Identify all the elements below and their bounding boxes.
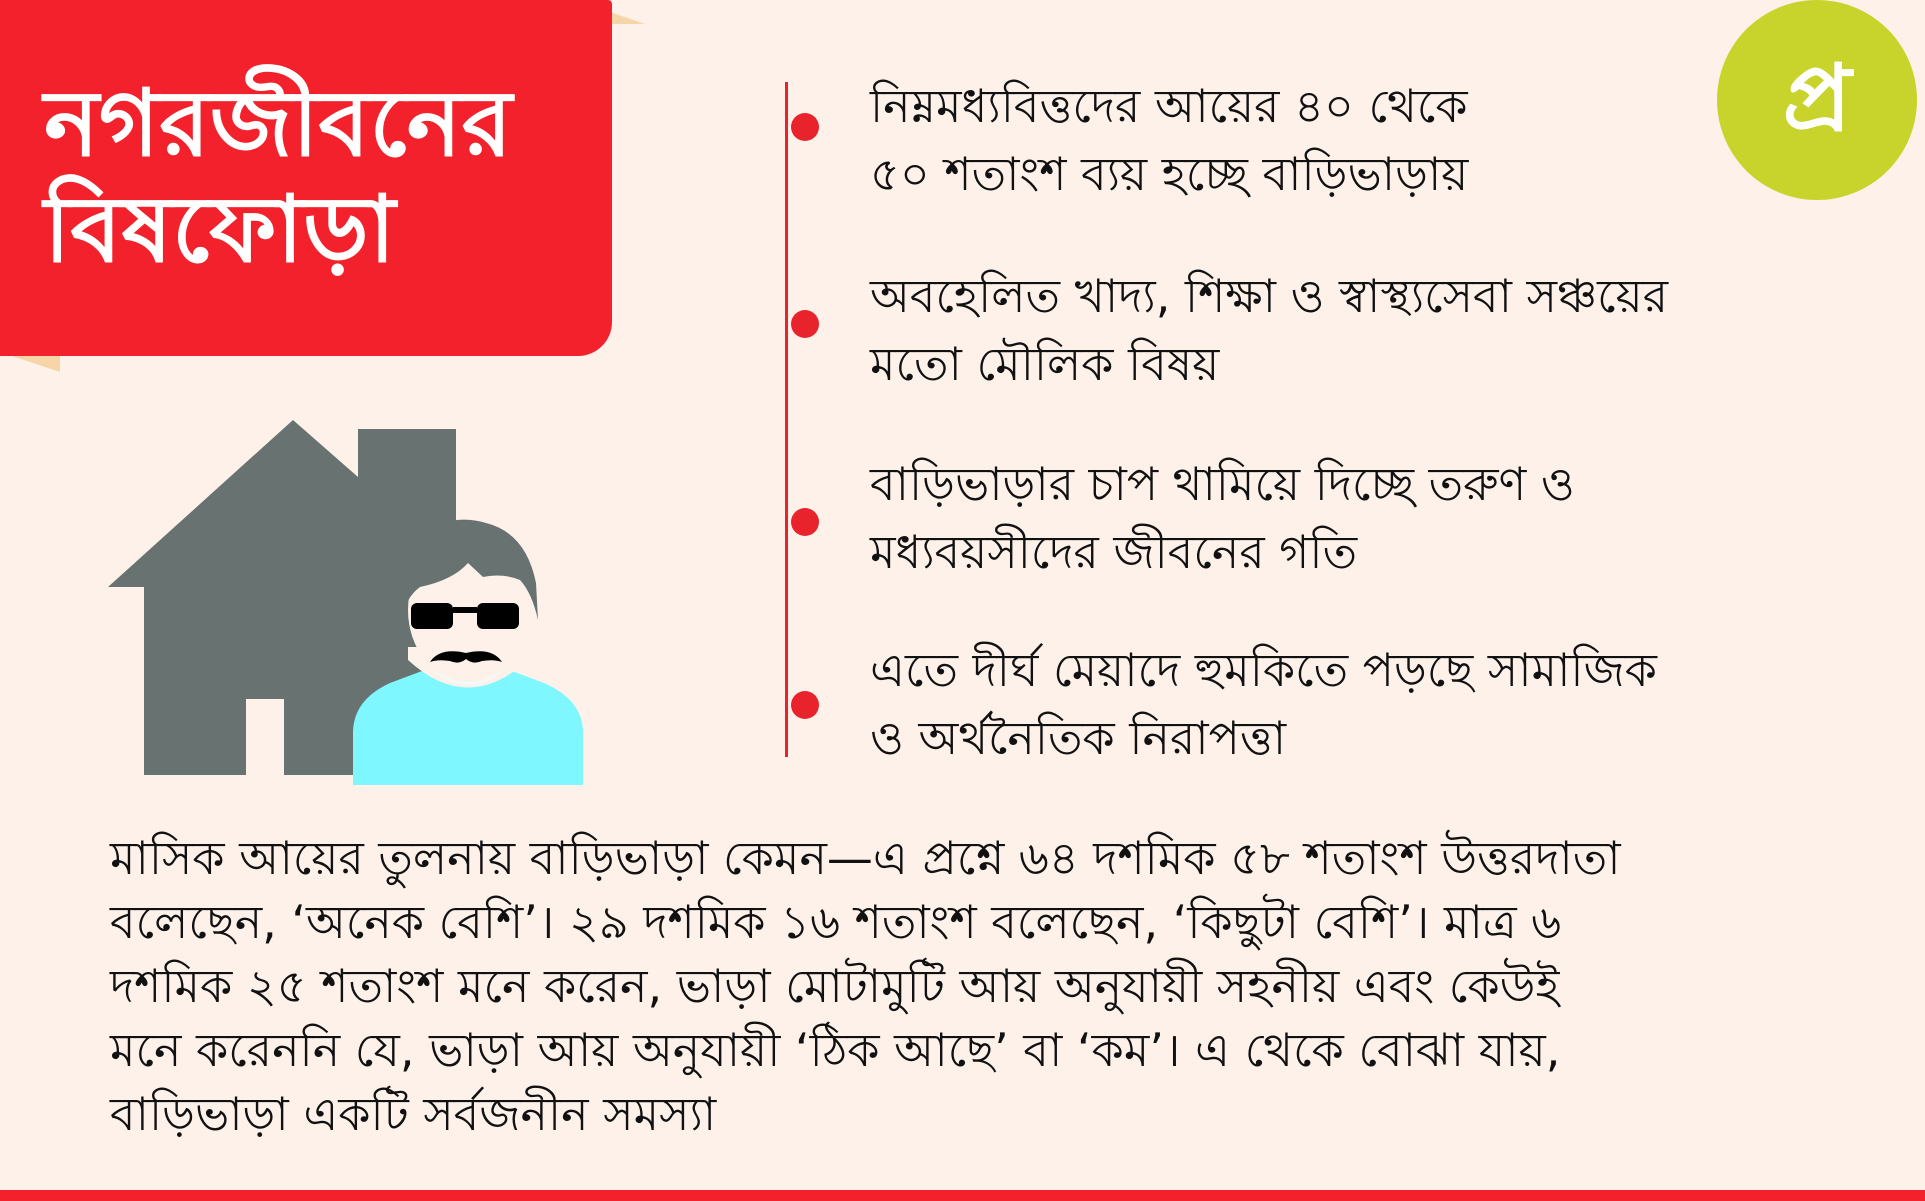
point-item-1 [870, 72, 1870, 208]
title-line-2: বিষফোড়া [44, 176, 396, 283]
summary-paragraph [110, 826, 1890, 1146]
bullet-dot-icon [791, 310, 819, 338]
title-banner [0, 0, 612, 356]
bullet-dot-icon [791, 508, 819, 536]
paragraph-line-5: বাড়িভাড়া একটি সর্বজনীন সমস্যা [110, 1087, 717, 1141]
point-4-line-2: ও অর্থনৈতিক নিরাপত্তা [870, 711, 1287, 765]
bullet-dot-icon [791, 113, 819, 141]
paragraph-line-3: দশমিক ২৫ শতাংশ মনে করেন, ভাড়া মোটামুটি আয় অনুযায়ী সহনীয় এবং কেউই [110, 959, 1560, 1013]
point-3-line-2: মধ্যবয়সীদের জীবনের গতি [870, 525, 1358, 579]
point-1-line-1: নিম্নমধ্যবিত্তদের আয়ের ৪০ থেকে [870, 79, 1468, 133]
point-2-line-2: মতো মৌলিক বিষয় [870, 337, 1220, 391]
paragraph-line-4: মনে করেননি যে, ভাড়া আয় অনুযায়ী ‘ঠিক আছে’ বা ‘কম’। এ থেকে বোঝা যায়, [110, 1023, 1561, 1077]
paragraph-line-1: মাসিক আয়ের তুলনায় বাড়িভাড়া কেমন—এ প্রশ্নে ৬৪ দশমিক ৫৮ শতাংশ উত্তরদাতা [110, 831, 1621, 885]
bullet-dot-icon [791, 691, 819, 719]
point-item-3 [870, 450, 1870, 586]
title-line-1: নগরজীবনের [44, 70, 513, 177]
point-4-line-1: এতে দীর্ঘ মেয়াদে হুমকিতে পড়ছে সামাজিক [870, 643, 1657, 697]
point-item-2 [870, 262, 1870, 398]
bottom-accent-bar [0, 1190, 1925, 1201]
logo-glyph: প্র [1782, 45, 1852, 152]
point-1-line-2: ৫০ শতাংশ ব্যয় হচ্ছে বাড়িভাড়ায় [870, 147, 1469, 201]
point-3-line-1: বাড়িভাড়ার চাপ থামিয়ে দিচ্ছে তরুণ ও [870, 457, 1575, 511]
timeline-line [785, 82, 788, 757]
point-2-line-1: অবহেলিত খাদ্য, শিক্ষা ও স্বাস্থ্যসেবা সঞ্চয়ের [870, 269, 1669, 323]
house-and-man-illustration [108, 415, 618, 785]
point-item-4 [870, 636, 1870, 772]
paragraph-line-2: বলেছেন, ‘অনেক বেশি’। ২৯ দশমিক ১৬ শতাংশ বলেছেন, ‘কিছুটা বেশি’। মাত্র ৬ [110, 895, 1562, 949]
